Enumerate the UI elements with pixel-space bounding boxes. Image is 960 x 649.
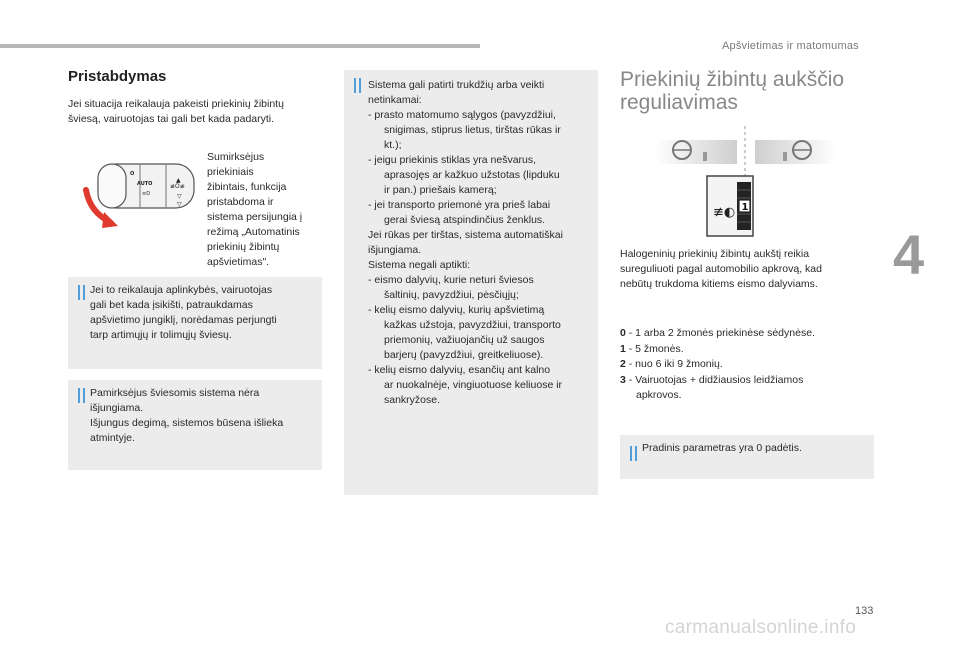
stalk-caption-line: sistema persijungia į <box>207 211 303 223</box>
limitations-line: - prasto matomumo sąlygos (pavyzdžiui, <box>368 109 556 121</box>
dial-value: 1 <box>741 202 749 213</box>
note-box-override <box>68 277 322 369</box>
intro-line: Halogeninių priekinių žibintų aukštį reikia <box>620 248 810 260</box>
stalk-caption-line: priekinių žibintų <box>207 241 280 253</box>
limitations-line: Sistema gali patirti trukdžių arba veikti <box>368 79 545 91</box>
intro-line: sureguliuoti pagal automobilio apkrovą, kad <box>620 263 822 275</box>
intro-line: nebūtų trukdoma kitiems eismo dalyviams. <box>620 278 818 290</box>
limitations-line: - kelių eismo dalyvių, kurių apšvietimą <box>368 304 545 316</box>
svg-text:▽: ▽ <box>177 193 182 200</box>
title-line: Priekinių žibintų aukščio <box>620 68 845 91</box>
limitations-line: netinkamai: <box>368 94 422 106</box>
svg-text:≡D: ≡D <box>142 191 151 197</box>
header-rule <box>0 44 480 48</box>
setting-desc: - nuo 6 iki 9 žmonių. <box>625 358 723 370</box>
note-line: apšvietimo jungiklį, norėdamas perjungti <box>90 314 277 326</box>
page-number: 133 <box>855 605 874 617</box>
stalk-auto-label: AUTO <box>137 181 153 187</box>
stalk-caption-line: režimą „Automatinis <box>207 226 300 238</box>
limitations-line: snigimas, stiprus lietus, tirštas rūkas ir <box>384 124 561 136</box>
title-line: reguliavimas <box>620 91 738 114</box>
limitations-line: ir pan.) priešais kamerą; <box>384 184 497 196</box>
note-line: Išjungus degimą, sistemos būsena išlieka <box>90 417 284 429</box>
limitations-line: išjungiama. <box>368 244 422 256</box>
section-title-pristabdymas: Pristabdymas <box>68 68 167 85</box>
limitations-line: - jeigu priekinis stiklas yra nešvarus, <box>368 154 537 166</box>
limitations-list <box>368 78 594 408</box>
limitations-line: - kelių eismo dalyvių, esančių ant kalno <box>368 364 551 376</box>
setting-key: 2 <box>620 358 626 370</box>
setting-desc: - 5 žmonės. <box>625 342 684 355</box>
limitations-line: aprasojęs ar kažkuo užstotas (lipduku <box>384 169 560 181</box>
setting-key: 3 <box>620 373 626 386</box>
note-line: Pradinis parametras yra 0 padėtis. <box>642 442 802 454</box>
limitations-line: - jei transporto priemonė yra prieš labai <box>368 199 551 211</box>
left-intro-line: šviesą, vairuotojas tai gali bet kada padaryti. <box>68 113 275 125</box>
limitations-line: priemonių, važiuojančių už saugos <box>384 334 545 346</box>
limitations-line: Sistema negali aptikti: <box>368 259 471 271</box>
chapter-number: 4 <box>893 223 925 286</box>
load-settings-list <box>620 326 815 404</box>
limitations-line: sankryžose. <box>384 394 441 406</box>
limitations-line: barjerų (pavyzdžiui, greitkeliuose). <box>384 349 544 361</box>
chapter-title: Apšvietimas ir matomumas <box>722 40 859 52</box>
note-line: Pamirksėjus šviesomis sistema nėra <box>90 387 260 399</box>
stalk-caption-line: apšvietimas". <box>207 256 270 268</box>
setting-row <box>620 357 815 373</box>
svg-text:O: O <box>130 171 135 177</box>
headlamp-intro <box>620 247 822 292</box>
limitations-line: šaltinių, pavyzdžiui, pėsčiųjų; <box>384 289 519 301</box>
svg-text:≢O≢: ≢O≢ <box>170 183 185 190</box>
headlamp-adjust-illustration <box>655 126 855 246</box>
note-box-default <box>620 435 874 479</box>
note-line: atmintyje. <box>90 432 135 444</box>
stalk-caption-line: priekiniais <box>207 166 254 178</box>
note-line: Jei to reikalauja aplinkybės, vairuotojas <box>90 284 273 296</box>
left-intro <box>68 97 284 127</box>
setting-desc: - 1 arba 2 žmonės priekinėse sėdynėse. <box>625 327 815 339</box>
limitations-line: kt.); <box>384 139 402 151</box>
limitations-line: gerai šviesą atspindinčius ženklus. <box>384 214 546 226</box>
light-stalk-illustration <box>80 150 205 230</box>
limitations-line: kažkas užstoja, pavyzdžiui, transporto <box>384 319 561 331</box>
limitations-line: ar nuokalnėje, vingiuotuose keliuose ir <box>384 379 563 391</box>
stalk-caption-line: Sumirksėjus <box>207 151 265 163</box>
stalk-caption <box>207 150 302 270</box>
limitations-line: - eismo dalyvių, kurie neturi šviesos <box>368 274 534 286</box>
note-marker-icon <box>630 446 638 461</box>
note-line: išjungiama. <box>90 402 144 414</box>
stalk-caption-line: žibintais, funkcija <box>207 181 287 193</box>
stalk-caption-line: pristabdoma ir <box>207 196 274 208</box>
note-marker-icon <box>78 388 86 403</box>
setting-row <box>620 373 815 389</box>
note-line: gali bet kada įsikišti, patraukdamas <box>90 299 253 311</box>
note-marker-icon <box>78 285 86 300</box>
setting-row <box>620 326 815 342</box>
setting-key: 1 <box>620 342 626 355</box>
note-box-memory <box>68 380 322 470</box>
setting-desc: - Vairuotojas + didžiausios leidžiamos <box>625 373 804 386</box>
setting-desc-cont: apkrovos. <box>636 389 682 401</box>
note-line: tarp artimųjų ir tolimųjų šviesų. <box>90 329 232 341</box>
section-title-headlamp-adjust <box>620 68 844 114</box>
note-marker-icon <box>354 78 362 93</box>
limitations-line: Jei rūkas per tirštas, sistema automatiškai <box>368 229 563 241</box>
watermark: carmanualsonline.info <box>665 617 857 638</box>
setting-row <box>620 342 815 358</box>
svg-text:▽: ▽ <box>177 201 182 208</box>
svg-text:▲: ▲ <box>176 177 181 184</box>
headlamp-icon: ≢◐ <box>713 205 736 220</box>
setting-key: 0 <box>620 327 626 339</box>
left-intro-line: Jei situacija reikalauja pakeisti priekinių žibintų <box>68 98 284 110</box>
